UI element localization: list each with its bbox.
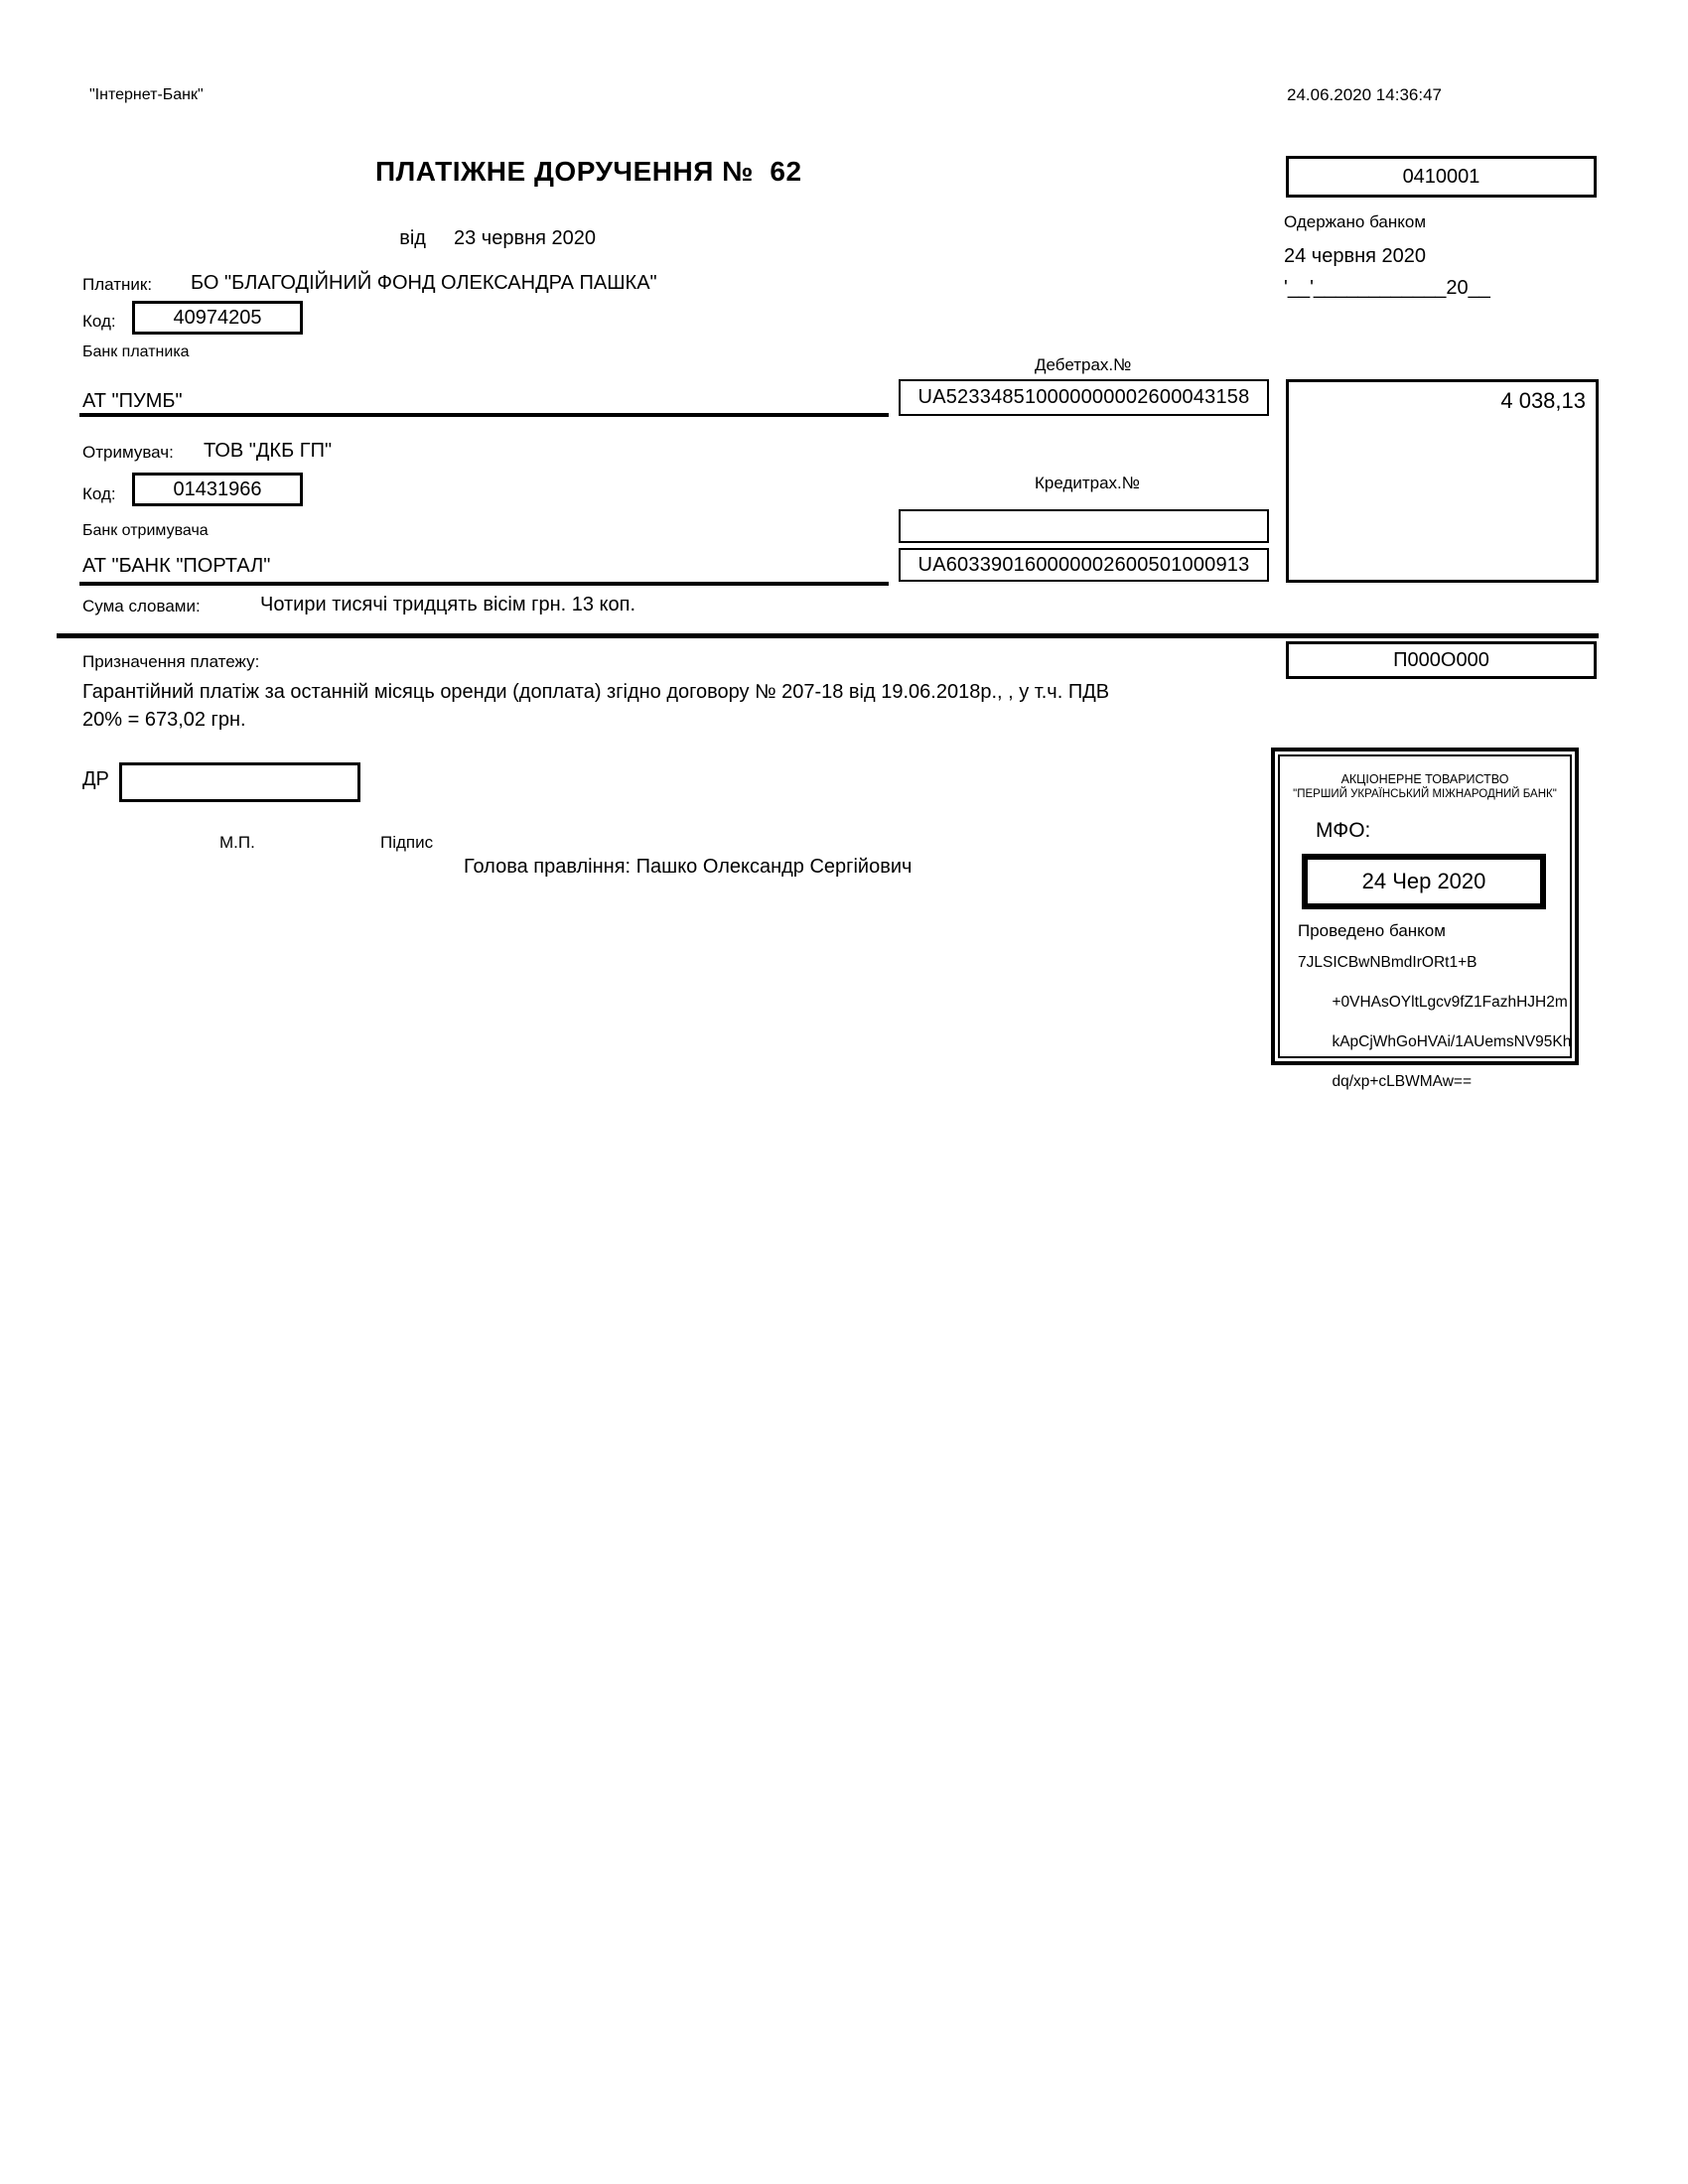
amount-value: 4 038,13	[1500, 388, 1586, 413]
payer-code: 40974205	[173, 306, 262, 329]
amount-words: Чотири тисячі тридцять вісім грн. 13 коп.	[260, 594, 636, 615]
dr-box	[119, 762, 360, 802]
receiver-bank-label: Банк отримувача	[82, 522, 209, 539]
doc-code: 0410001	[1402, 165, 1480, 188]
stamp-hash-line2: +0VHAsOYltLgcv9fZ1FazhHJH2m	[1332, 994, 1568, 1011]
stamp-hash-line4: dq/xp+cLBWMAw==	[1332, 1073, 1473, 1090]
purpose-text-line1: Гарантійний платіж за останній місяць оренди (доплата) згідно договору № 207-18 від 19.06.2018р., , у т.ч. ПДВ	[82, 681, 1110, 703]
credit-account: UA603390160000002600501000913	[917, 553, 1250, 576]
payer-bank-label: Банк платника	[82, 343, 190, 360]
bank-stamp	[1271, 748, 1579, 1090]
receiver-label: Отримувач:	[82, 443, 174, 462]
credit-account-label: Кредитрах.№	[1035, 474, 1141, 492]
stamp-date-box	[1302, 854, 1546, 909]
stamp-date: 24 Чер 2020	[1361, 869, 1486, 893]
signatory-name: Голова правління: Пашко Олександр Сергійович	[464, 856, 913, 878]
payer-bank-name: АТ "ПУМБ"	[82, 390, 183, 412]
debit-account-label: Дебетрах.№	[1035, 355, 1132, 374]
credit-empty-box	[899, 509, 1269, 543]
print-timestamp: 24.06.2020 14:36:47	[1287, 85, 1442, 104]
document-date-row	[377, 203, 596, 274]
receiver-code-box	[132, 473, 303, 506]
mp-label: М.П.	[219, 833, 255, 852]
received-by-bank-label: Одержано банком	[1284, 212, 1427, 231]
blank-date-line: '__'____________20__	[1284, 277, 1490, 299]
section-divider	[57, 633, 1599, 638]
stamp-processed-label: Проведено банком	[1298, 921, 1446, 940]
stamp-hash-block	[1298, 953, 1571, 1112]
payer-name: БО "БЛАГОДІЙНИЙ ФОНД ОЛЕКСАНДРА ПАШКА"	[191, 272, 657, 294]
receiver-bank-underline	[79, 582, 889, 586]
debit-account: UA523348510000000002600043158	[917, 386, 1250, 408]
amount-words-label: Сума словами:	[82, 597, 201, 615]
document-date: 23 червня 2020	[453, 227, 597, 249]
stamp-hash-line1: 7JLSICBwNBmdIrORt1+B	[1298, 954, 1477, 971]
receiver-bank-name: АТ "БАНК "ПОРТАЛ"	[82, 555, 271, 577]
stamp-hash-line3: kApCjWhGoHVAi/1AUemsNV95Kh	[1332, 1033, 1572, 1050]
doc-code-box	[1286, 156, 1597, 198]
credit-account-box	[899, 548, 1269, 582]
amount-box	[1286, 379, 1599, 583]
payer-code-box	[132, 301, 303, 335]
app-title: "Інтернет-Банк"	[89, 86, 204, 103]
payer-code-label: Код:	[82, 312, 116, 331]
dr-label: ДР	[82, 768, 109, 790]
stamp-org-line2: "ПЕРШИЙ УКРАЇНСЬКИЙ МІЖНАРОДНИЙ БАНК"	[1293, 788, 1557, 800]
document-date-prefix: від	[399, 227, 426, 249]
purpose-code-box	[1286, 641, 1597, 679]
payer-bank-underline	[79, 413, 889, 417]
purpose-label: Призначення платежу:	[82, 652, 260, 671]
receiver-code-label: Код:	[82, 484, 116, 503]
received-date: 24 червня 2020	[1284, 245, 1427, 267]
signature-label: Підпис	[380, 833, 434, 852]
debit-account-box	[899, 379, 1269, 416]
purpose-code: П000О000	[1393, 648, 1489, 671]
receiver-name: ТОВ "ДКБ ГП"	[204, 440, 333, 462]
stamp-org-line1: АКЦІОНЕРНЕ ТОВАРИСТВО	[1340, 772, 1509, 786]
stamp-mfo-label: МФО:	[1316, 819, 1371, 842]
payer-label: Платник:	[82, 275, 153, 294]
receiver-code: 01431966	[173, 478, 262, 500]
purpose-text-line2: 20% = 673,02 грн.	[82, 709, 246, 731]
document-title: ПЛАТІЖНЕ ДОРУЧЕННЯ № 62	[375, 156, 802, 187]
bank-stamp-inner-frame	[1278, 754, 1572, 1090]
